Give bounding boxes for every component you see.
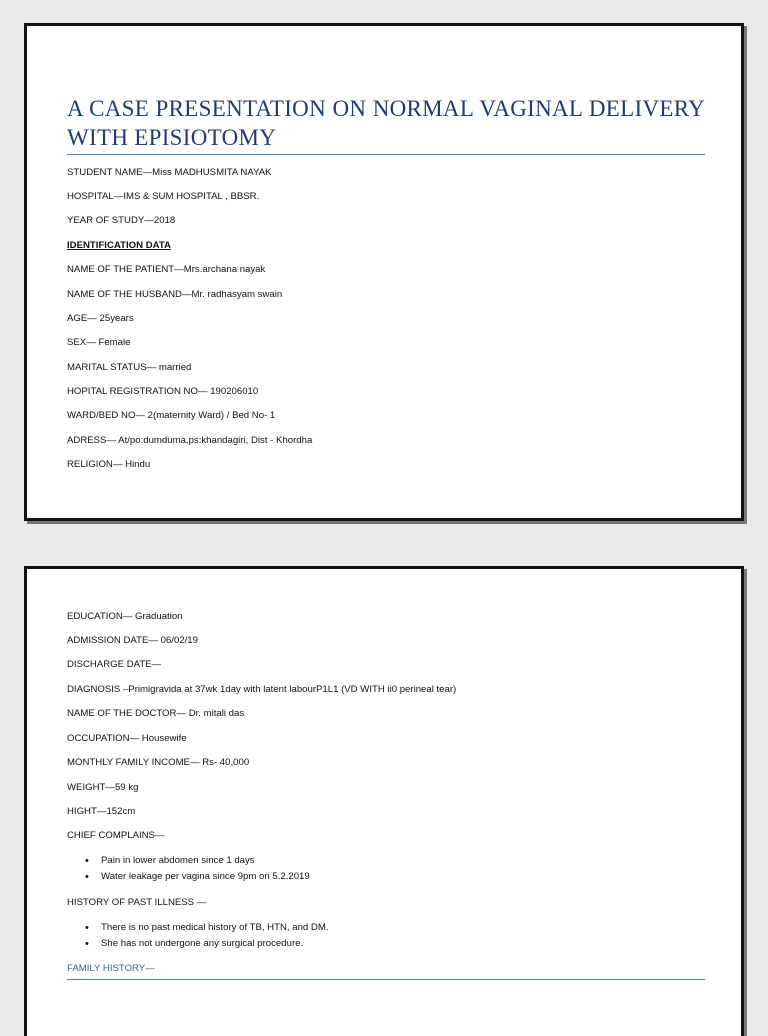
admission-date: ADMISSION DATE— 06/02/19 [67,635,198,646]
family-history-heading: FAMILY HISTORY— [67,963,705,980]
hospital: HOSPITAL—IMS & SUM HOSPITAL , BBSR. [67,191,260,202]
document-page-2 [24,566,744,1036]
husband-name: NAME OF THE HUSBAND—Mr. radhasyam swain [67,289,283,300]
list-item: • Pain in lower abdomen since 1 days [85,853,310,869]
monthly-income: MONTHLY FAMILY INCOME— Rs- 40,000 [67,757,250,768]
list-item: • She has not undergone any surgical procedure. [85,936,329,952]
address: ADRESS— At/po:dumduma,ps:khandagiri, Dist - Khordha [67,435,313,446]
discharge-date: DISCHARGE DATE— [67,659,162,670]
height: HIGHT—152cm [67,806,136,817]
education: EDUCATION— Graduation [67,611,183,622]
identification-heading: IDENTIFICATION DATA [67,240,171,251]
age: AGE— 25years [67,313,134,324]
document-page-1 [24,23,744,521]
list-item: • There is no past medical history of TB, HTN, and DM. [85,920,329,936]
ward-bed: WARD/BED NO— 2(maternity Ward) / Bed No- 1 [67,410,276,421]
list-item: • Water leakage per vagina since 9pm on 5.2.2019 [85,869,310,885]
patient-name: NAME OF THE PATIENT—Mrs.archana nayak [67,264,266,275]
year-of-study: YEAR OF STUDY—2018 [67,215,176,226]
occupation: OCCUPATION— Housewife [67,733,187,744]
chief-complains-list [85,853,310,885]
sex: SEX— Female [67,337,131,348]
registration-number: HOPITAL REGISTRATION NO— 190206010 [67,386,259,397]
diagnosis: DIAGNOSIS –Primigravida at 37wk 1day with latent labourP1L1 (VD WITH ii0 perineal tear) [67,684,457,695]
student-name: STUDENT NAME—Miss MADHUSMITA NAYAK [67,167,272,178]
religion: RELIGION— Hindu [67,459,151,470]
past-illness-heading: HISTORY OF PAST ILLNESS — [67,897,207,908]
doctor-name: NAME OF THE DOCTOR— Dr. mitali das [67,708,245,719]
marital-status: MARITAL STATUS— married [67,362,192,373]
document-title: A CASE PRESENTATION ON NORMAL VAGINAL DELIVERY WITH EPISIOTOMY [67,94,705,155]
weight: WEIGHT—59 kg [67,782,139,793]
chief-complains-heading: CHIEF COMPLAINS— [67,830,165,841]
past-illness-list [85,920,329,952]
